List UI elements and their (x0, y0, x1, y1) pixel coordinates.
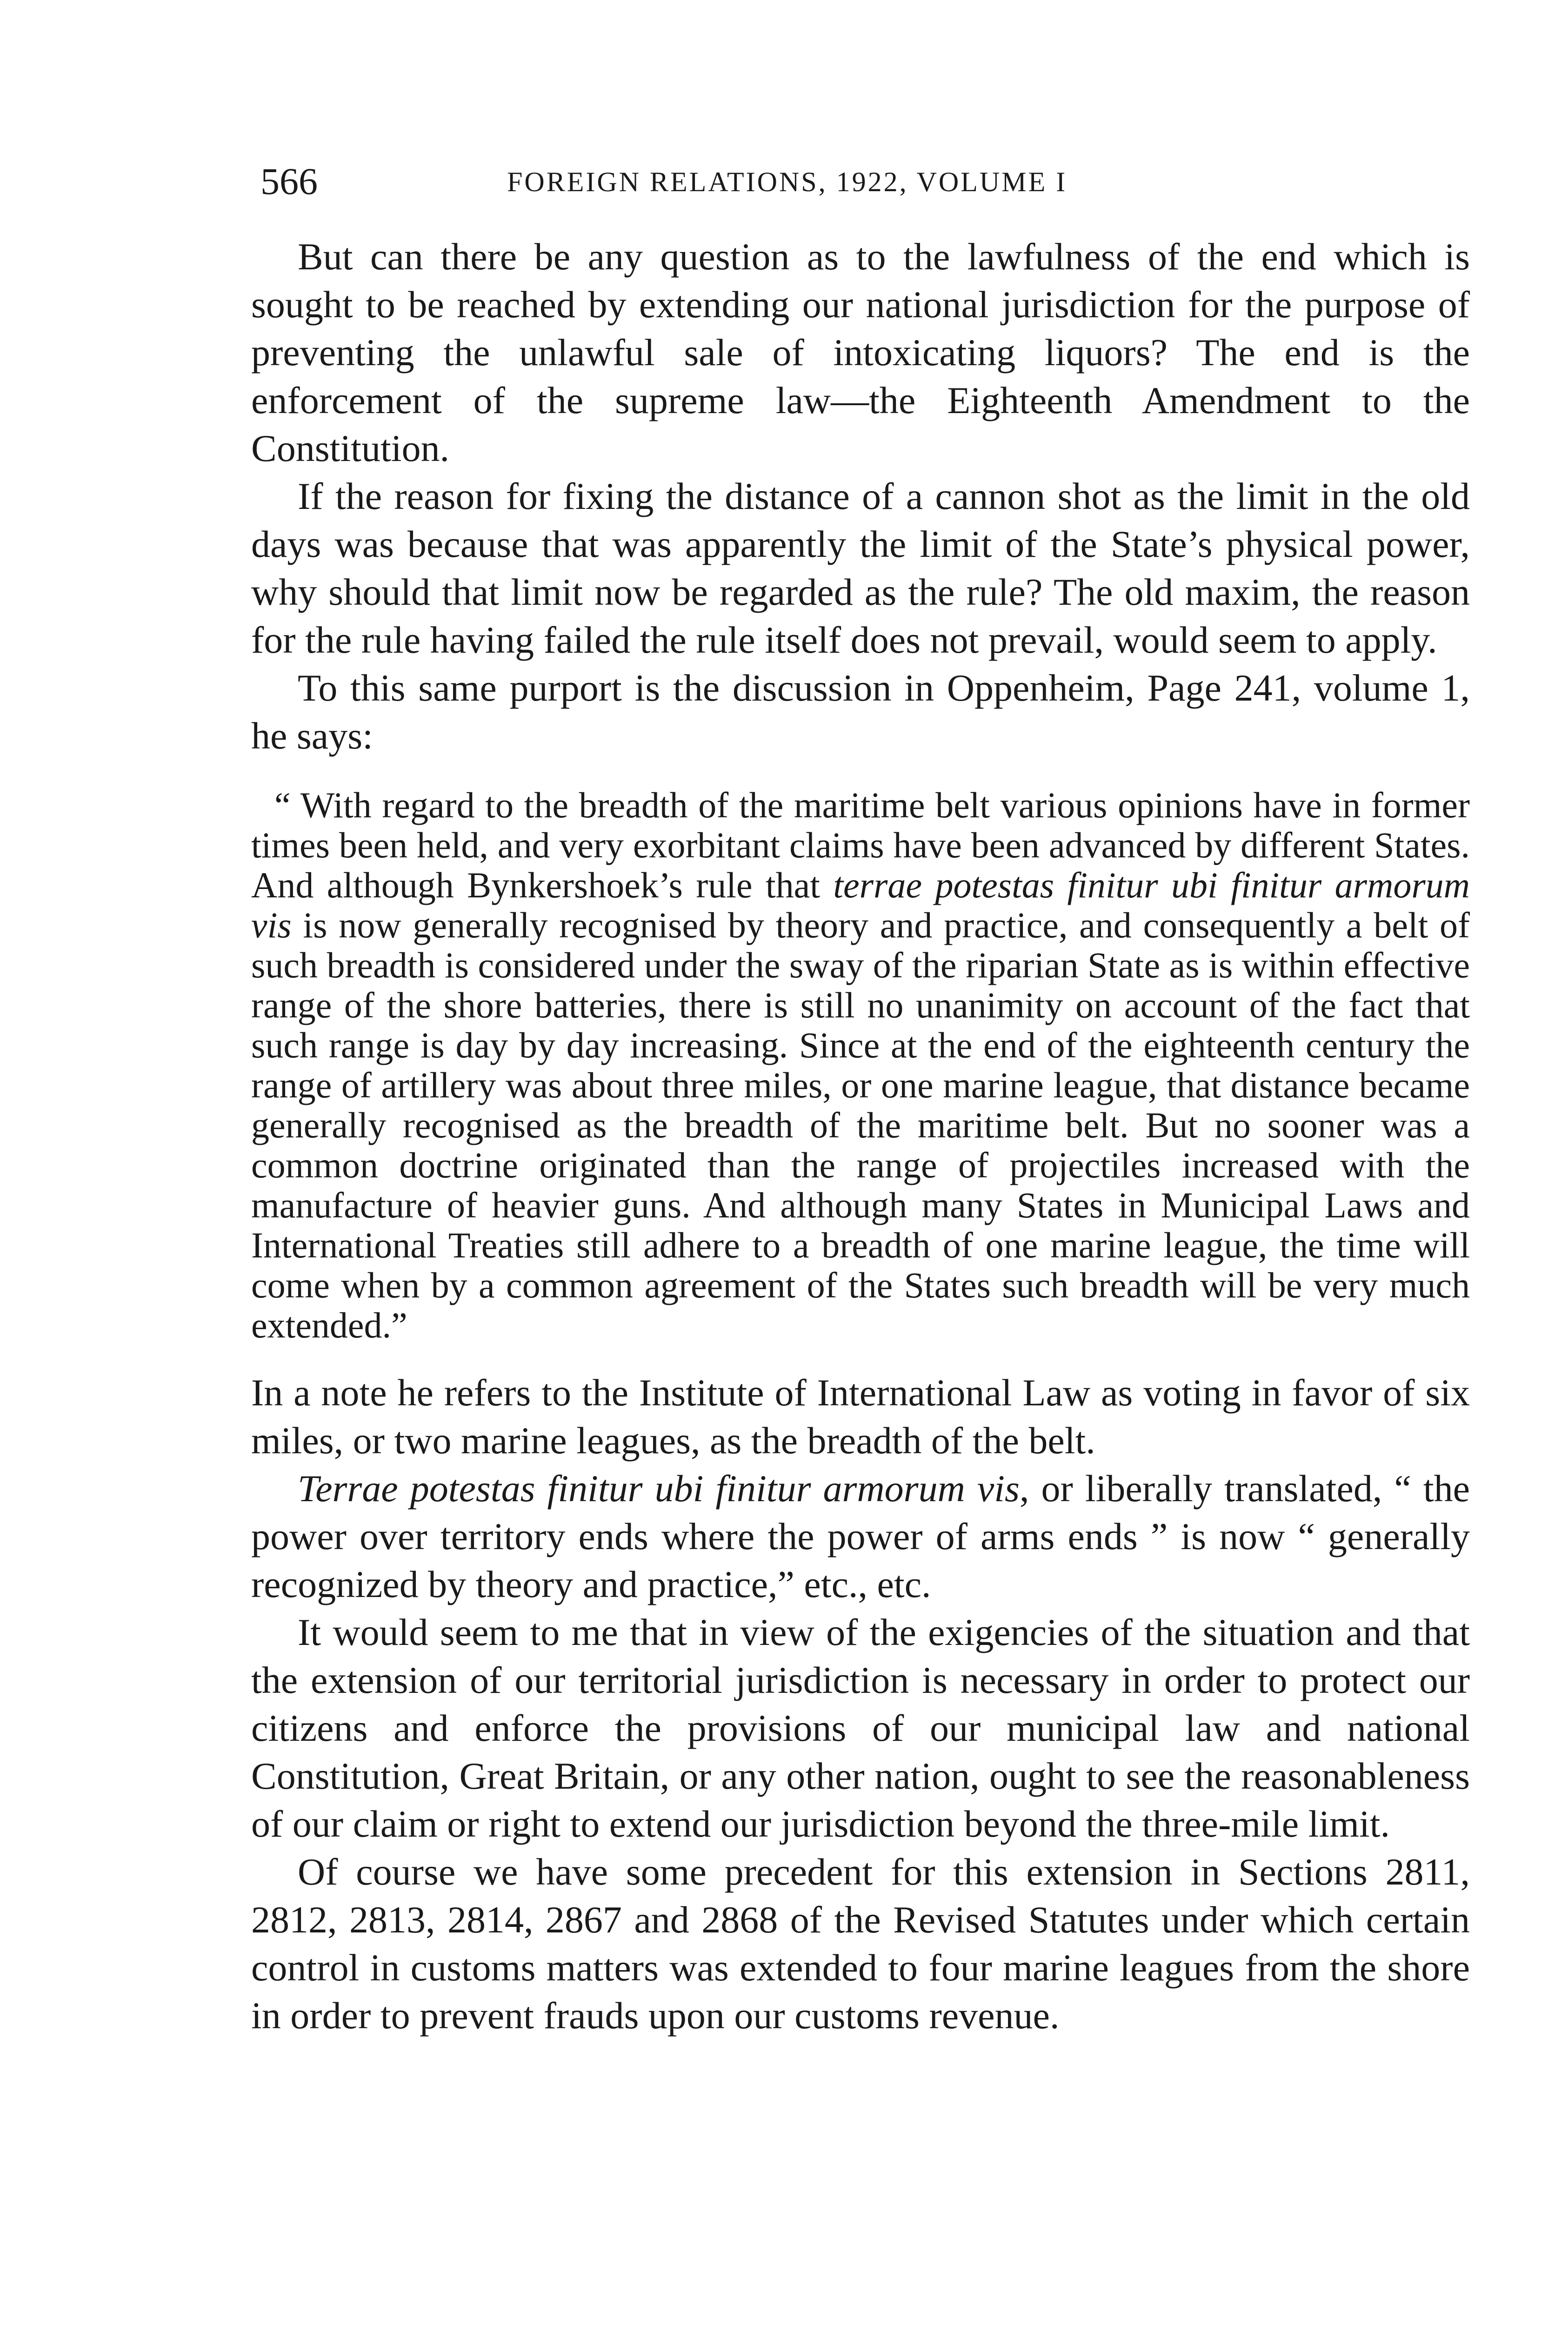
paragraph-cannon-shot: If the reason for fixing the distance of a cannon shot as the limit in the old days was because that was apparently the limit of the State’s physical power, why should that limit now be regarded as the rule? The old maxim, the reason for the rule having failed the rule itself does not prevail, would seem to apply. (251, 475, 1470, 661)
running-header (260, 158, 1470, 205)
quote-text-start: “ With regard to the breadth of the maritime belt various opinions have in former times been held, and very exorbitant claims have been advanced by different States. And although Bynkershoek’s rule that (251, 785, 1470, 905)
block-quote-oppenheim (251, 785, 1470, 1345)
page-number: 566 (260, 160, 318, 202)
body-text (251, 233, 1470, 2039)
paragraph-translation (251, 1464, 1470, 1608)
translation-text: , or liberally translated, “ the power over territory ends where the power of arms ends ” is now “ generally recognized by theory and practice,” etc., etc. (251, 1467, 1470, 1605)
latin-maxim: Terrae potestas finitur ubi finitur armorum vis (298, 1467, 1020, 1510)
paragraph-exigencies: It would seem to me that in view of the exigencies of the situation and that the extension of our territorial jurisdiction is necessary in order to protect our citizens and enforce the provisions of our municipal law and national Constitution, Great Britain, or any other nation, ought to see the reasonableness of our claim or right to extend our jurisdiction beyond the three-mile limit. (251, 1611, 1470, 1845)
quote-latin-maxim: terrae potestas finitur ubi finitur armorum vis (251, 865, 1470, 945)
running-title: FOREIGN RELATIONS, 1922, VOLUME I (507, 167, 1068, 197)
paragraph-institute-note: In a note he refers to the Institute of International Law as voting in favor of six miles, or two marine leagues, as the breadth of the belt. (251, 1371, 1470, 1462)
paragraph-oppenheim-intro: To this same purport is the discussion in Oppenheim, Page 241, volume 1, he says: (251, 667, 1470, 757)
paragraph-precedent: Of course we have some precedent for this extension in Sections 2811, 2812, 2813, 2814, 2867 and 2868 of the Revised Statutes under which certain control in customs matters was extended to four marine leagues from the shore in order to prevent frauds upon our customs revenue. (251, 1851, 1470, 2037)
quote-text-end: is now generally recognised by theory and practice, and consequently a belt of such breadth is considered under the sway of the riparian State as is within effective range of the shore batteries, there is still no unanimity on account of the fact that such range is day by day increasing. Since at the end of the eighteenth century the range of artillery was about three miles, or one marine league, that distance became generally recognised as the breadth of the maritime belt. But no sooner was a common doctrine originated than the range of projectiles increased with the manufacture of heavier guns. And although many States in Municipal Laws and International Treaties still adhere to a breadth of one marine league, the time will come when by a common agreement of the States such breadth will be very much extended.” (251, 905, 1470, 1345)
paragraph-lawfulness: But can there be any question as to the lawfulness of the end which is sought to be reached by extending our national jurisdiction for the purpose of preventing the unlawful sale of intoxicating liquors? The end is the enforcement of the supreme law—the Eighteenth Amendment to the Constitution. (251, 235, 1470, 469)
